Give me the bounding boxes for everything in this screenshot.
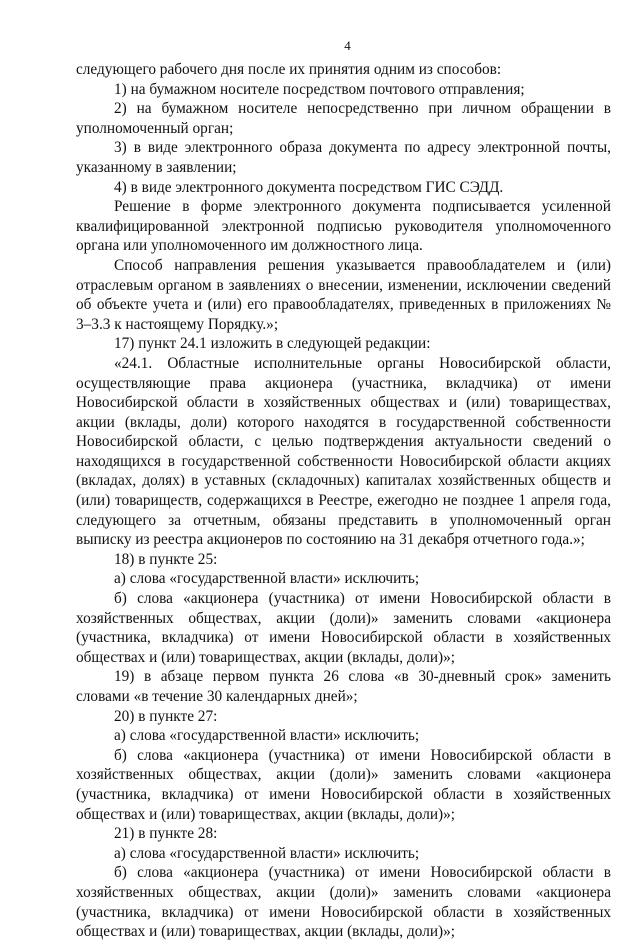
paragraph: следующего рабочего дня после их принятия одним из способов: [76,61,502,78]
paragraph: 19) в абзаце первом пункта 26 слова «в 30-дневный срок» заменить словами «в течение 30 календарных дней»; [76,668,611,705]
document-body [76,60,611,942]
document-page [76,38,611,942]
paragraph: 1) на бумажном носителе посредством почтового отправления; [114,80,525,98]
paragraph: 20) в пункте 27: [114,707,218,725]
paragraph: а) слова «государственной власти» исключить; [114,844,420,862]
paragraph: а) слова «государственной власти» исключить; [114,727,420,745]
paragraph: Решение в форме электронного документа подписывается усиленной квалифицированной электронной подписью руководителя уполномоченного органа или уполномоченного им должностного лица. [76,198,611,255]
page-number: 4 [344,38,351,53]
paragraph: Способ направления решения указывается правообладателем и (или) отраслевым органом в заявлениях о внесении, изменении, исключении сведений об объекте учета и (или) его правообладателях, приведенных в приложениях № 3–3.3 к настоящему Порядку.»; [76,256,611,333]
paragraph: б) слова «акционера (участника) от имени Новосибирской области в хозяйственных обществах, акции (доли)» заменить словами «акционера (участника, вкладчика) от имени Новосибирской области в хозяйственных обществах и (или) товариществах, акции (вклады, доли)»; [76,864,611,941]
paragraph: 3) в виде электронного образа документа по адресу электронной почты, указанному в заявлении; [76,139,611,176]
paragraph: 18) в пункте 25: [114,550,218,568]
paragraph: 21) в пункте 28: [114,825,218,843]
paragraph: 4) в виде электронного документа посредством ГИС СЭДД. [114,178,504,196]
paragraph: 17) пункт 24.1 изложить в следующей редакции: [114,335,431,353]
paragraph: а) слова «государственной власти» исключить; [114,570,420,588]
paragraph: 2) на бумажном носителе непосредственно при личном обращении в уполномоченный орган; [76,100,611,137]
paragraph: б) слова «акционера (участника) от имени Новосибирской области в хозяйственных обществах, акции (доли)» заменить словами «акционера (участника, вкладчика) от имени Новосибирской области в хозяйственных обществах и (или) товариществах, акции (вклады, доли)»; [76,746,611,823]
paragraph: б) слова «акционера (участника) от имени Новосибирской области в хозяйственных обществах, акции (доли)» заменить словами «акционера (участника, вкладчика) от имени Новосибирской области в хозяйственных обществах и (или) товариществах, акции (вклады, доли)»; [76,590,611,666]
paragraph: «24.1. Областные исполнительные органы Новосибирской области, осуществляющие права акционера (участника, вкладчика) от имени Новосибирской области в хозяйственных обществах и (или) товариществах, акции (вклады, доли) которого находятся в государственной собственности Новосибирской области, с целью подтверждения актуальности сведений о находящихся в государственной собственности Новосибирской области акциях (вкладах, долях) в уставных (складочных) капиталах хозяйственных обществ и (или) товариществ, содержащихся в Реестре, ежегодно не позднее 1 апреля года, следующего за отчетным, обязаны представить в уполномоченный орган выписку из реестра акционеров по состоянию на 31 декабря отчетного года.»; [76,354,611,549]
